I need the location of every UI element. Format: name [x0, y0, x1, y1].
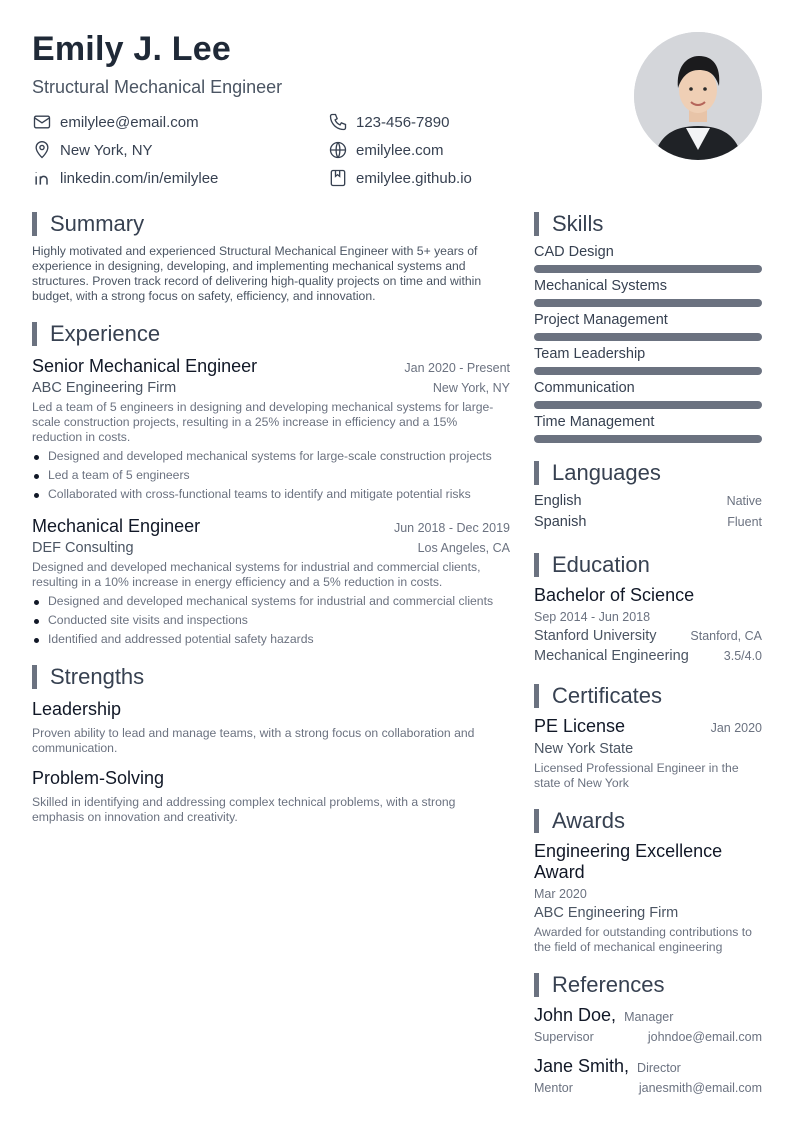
reference-name: Jane Smith,	[534, 1056, 630, 1076]
education-date: Sep 2014 - Jun 2018	[534, 610, 651, 624]
side-column	[534, 212, 762, 1095]
gpa: 3.5/4.0	[723, 649, 762, 663]
heading-text: Education	[552, 552, 650, 577]
candidate-name: Emily J. Lee	[32, 30, 231, 68]
job-bullets	[32, 449, 510, 502]
heading-text: Experience	[50, 321, 161, 346]
heading-accent-bar	[534, 684, 539, 708]
heading-text: Certificates	[552, 683, 663, 708]
reference-email[interactable]: johndoe@email.com	[647, 1030, 762, 1044]
skill-item	[534, 244, 762, 273]
skill-item	[534, 414, 762, 443]
job-title: Mechanical Engineer	[32, 516, 201, 536]
website-text: emilylee.com	[356, 141, 444, 159]
strength-description: Skilled in identifying and addressing complex technical problems, with a strong emphasis on innovation and creativity.	[32, 795, 456, 824]
skill-name: Communication	[534, 380, 635, 396]
reference-entry	[534, 1005, 762, 1044]
summary-text: Highly motivated and experienced Structural Mechanical Engineer with 5+ years of experience in designing, developing, and implementing mechanical systems and structures. Proven track record of delivering high-quality projects on time and within budget, with a strong focus on safety, efficiency, and innovation.	[32, 244, 482, 303]
skill-name: Team Leadership	[534, 346, 646, 362]
job-date: Jan 2020 - Present	[404, 361, 510, 375]
strengths-heading	[32, 665, 510, 689]
school-location: Stanford, CA	[690, 629, 762, 643]
experience-entry	[32, 356, 510, 502]
languages-list	[534, 493, 762, 535]
degree: Bachelor of Science	[534, 585, 695, 605]
heading-accent-bar	[534, 973, 539, 997]
awards-heading	[534, 809, 762, 833]
skill-item	[534, 346, 762, 375]
education-entry	[534, 585, 762, 664]
certificates-heading	[534, 684, 762, 708]
job-bullets	[32, 594, 510, 647]
skills-list	[534, 244, 762, 443]
strength-description: Proven ability to lead and manage teams, with a strong focus on collaboration and communication.	[32, 726, 475, 755]
list-item: Designed and developed mechanical systems for industrial and commercial clients	[32, 594, 510, 609]
certificate-description: Licensed Professional Engineer in the state of New York	[534, 761, 739, 790]
award-issuer: ABC Engineering Firm	[534, 905, 679, 921]
contact-website[interactable]	[328, 140, 444, 160]
skill-item	[534, 380, 762, 409]
list-item: Conducted site visits and inspections	[32, 613, 510, 628]
heading-text: Strengths	[50, 664, 145, 689]
language-name: English	[534, 493, 582, 509]
contact-github[interactable]	[328, 168, 472, 188]
list-item: Collaborated with cross-functional teams to identify and mitigate potential risks	[32, 487, 510, 502]
mail-icon	[32, 112, 52, 132]
heading-accent-bar	[32, 665, 37, 689]
language-level: Fluent	[727, 515, 762, 529]
certificate-entry	[534, 716, 762, 791]
heading-accent-bar	[534, 553, 539, 577]
contact-linkedin[interactable]	[32, 168, 218, 188]
profile-photo	[634, 32, 762, 160]
skill-name: Time Management	[534, 414, 655, 430]
skill-bar	[534, 435, 762, 443]
reference-entry	[534, 1056, 762, 1095]
heading-accent-bar	[32, 322, 37, 346]
language-item	[534, 493, 762, 514]
skills-heading	[534, 212, 762, 236]
skill-bar	[534, 367, 762, 375]
location-text: New York, NY	[60, 141, 153, 159]
reference-role: Manager	[624, 1010, 674, 1024]
resume-header	[32, 30, 632, 98]
skill-bar	[534, 401, 762, 409]
award-date: Mar 2020	[534, 887, 587, 901]
linkedin-icon	[32, 168, 52, 188]
job-title: Senior Mechanical Engineer	[32, 356, 258, 376]
portrait-image	[634, 32, 762, 160]
heading-accent-bar	[534, 809, 539, 833]
heading-text: Languages	[552, 460, 661, 485]
reference-role: Director	[637, 1061, 681, 1075]
certificate-issuer: New York State	[534, 741, 634, 757]
list-item: Identified and addressed potential safety hazards	[32, 632, 510, 647]
strength-entry	[32, 699, 510, 756]
heading-text: References	[552, 972, 665, 997]
heading-accent-bar	[32, 212, 37, 236]
job-description: Designed and developed mechanical systems for industrial and commercial clients, resulting in a 10% increase in energy efficiency and a 5% reduction in costs.	[32, 560, 481, 589]
skill-item	[534, 312, 762, 341]
experience-heading	[32, 322, 510, 346]
location-pin-icon	[32, 140, 52, 160]
language-item	[534, 514, 762, 535]
certificate-name: PE License	[534, 716, 626, 736]
job-company: DEF Consulting	[32, 540, 134, 556]
list-item: Led a team of 5 engineers	[32, 468, 510, 483]
contact-email[interactable]	[32, 112, 199, 132]
reference-name: John Doe,	[534, 1005, 617, 1025]
education-heading	[534, 553, 762, 577]
strength-entry	[32, 768, 510, 825]
skill-item	[534, 278, 762, 307]
candidate-title: Structural Mechanical Engineer	[32, 77, 283, 97]
skill-bar	[534, 299, 762, 307]
reference-relation: Supervisor	[534, 1030, 594, 1044]
job-location: Los Angeles, CA	[417, 541, 510, 555]
heading-text: Summary	[50, 211, 145, 236]
skill-name: CAD Design	[534, 244, 614, 260]
job-date: Jun 2018 - Dec 2019	[393, 521, 510, 535]
skill-bar	[534, 265, 762, 273]
heading-text: Skills	[552, 211, 604, 236]
skill-bar	[534, 333, 762, 341]
certificate-date: Jan 2020	[710, 721, 762, 735]
linkedin-text: linkedin.com/in/emilylee	[60, 169, 219, 187]
award-name: Engineering Excellence Award	[534, 841, 723, 882]
heading-accent-bar	[534, 461, 539, 485]
job-company: ABC Engineering Firm	[32, 380, 177, 396]
strength-title: Problem-Solving	[32, 768, 165, 788]
main-column	[32, 212, 510, 825]
phone-text: 123-456-7890	[356, 113, 450, 131]
github-text: emilylee.github.io	[356, 169, 472, 187]
list-item: Designed and developed mechanical systems for large-scale construction projects	[32, 449, 510, 464]
references-heading	[534, 973, 762, 997]
reference-relation: Mentor	[534, 1081, 573, 1095]
language-level: Native	[726, 494, 762, 508]
languages-heading	[534, 461, 762, 485]
skill-name: Mechanical Systems	[534, 278, 667, 294]
major: Mechanical Engineering	[534, 648, 689, 664]
award-entry	[534, 841, 762, 955]
phone-icon	[328, 112, 348, 132]
reference-email[interactable]: janesmith@email.com	[638, 1081, 762, 1095]
language-name: Spanish	[534, 514, 587, 530]
contact-location	[32, 140, 153, 160]
skill-name: Project Management	[534, 312, 668, 328]
experience-entry	[32, 516, 510, 647]
email-text: emilylee@email.com	[60, 113, 199, 131]
award-description: Awarded for outstanding contributions to the field of mechanical engineering	[534, 925, 752, 954]
job-description: Led a team of 5 engineers in designing and developing mechanical systems for large-scale construction projects, resulting in a 25% increase in efficiency and a 15% reduction in costs.	[32, 400, 494, 444]
bookmark-icon	[328, 168, 348, 188]
contact-phone[interactable]	[328, 112, 449, 132]
summary-heading	[32, 212, 510, 236]
strength-title: Leadership	[32, 699, 122, 719]
heading-accent-bar	[534, 212, 539, 236]
school-name: Stanford University	[534, 628, 657, 644]
heading-text: Awards	[552, 808, 625, 833]
job-location: New York, NY	[432, 381, 510, 395]
globe-icon	[328, 140, 348, 160]
